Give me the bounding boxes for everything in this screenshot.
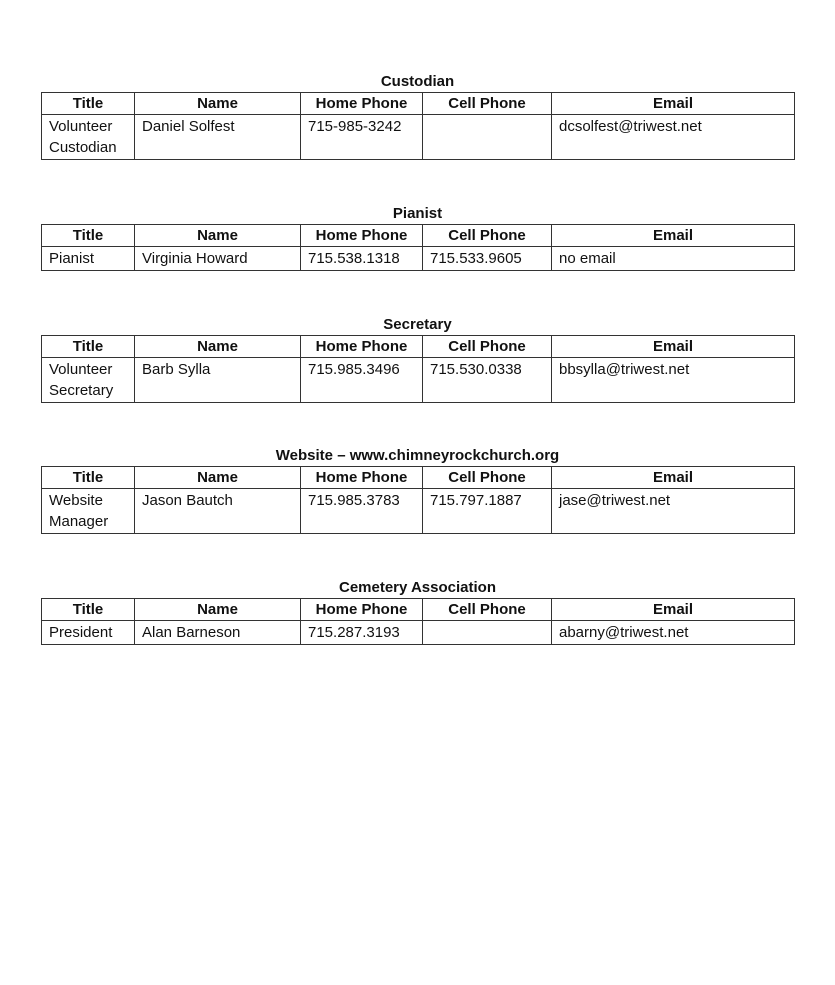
contact-table	[41, 335, 795, 403]
section-title: Website – www.chimneyrockchurch.org	[275, 447, 560, 464]
cell-title: President	[42, 621, 135, 645]
pianist-section	[41, 204, 794, 271]
table-header-row	[42, 225, 795, 247]
cell-home-phone: 715.538.1318	[301, 247, 423, 271]
cell-name: Barb Sylla	[135, 358, 301, 403]
header-name: Name	[135, 336, 301, 358]
header-title: Title	[42, 336, 135, 358]
website-section	[41, 446, 794, 534]
header-email: Email	[552, 467, 795, 489]
table-header-row	[42, 336, 795, 358]
cell-name: Alan Barneson	[135, 621, 301, 645]
table-row	[42, 358, 795, 403]
header-email: Email	[552, 599, 795, 621]
cell-cell-phone: 715.533.9605	[423, 247, 552, 271]
table-header-row	[42, 599, 795, 621]
cell-cell-phone	[423, 115, 552, 160]
section-title: Secretary	[383, 316, 452, 333]
secretary-section	[41, 315, 794, 403]
header-cell-phone: Cell Phone	[423, 599, 552, 621]
header-home-phone: Home Phone	[301, 599, 423, 621]
cell-cell-phone: 715.797.1887	[423, 489, 552, 534]
cell-home-phone: 715.985.3783	[301, 489, 423, 534]
table-header-row	[42, 467, 795, 489]
header-email: Email	[552, 336, 795, 358]
cell-email: dcsolfest@triwest.net	[552, 115, 795, 160]
section-title: Custodian	[380, 73, 455, 90]
table-row	[42, 115, 795, 160]
header-home-phone: Home Phone	[301, 336, 423, 358]
cell-cell-phone	[423, 621, 552, 645]
header-title: Title	[42, 93, 135, 115]
contact-table	[41, 92, 795, 160]
cell-home-phone: 715-985-3242	[301, 115, 423, 160]
header-cell-phone: Cell Phone	[423, 467, 552, 489]
section-title: Cemetery Association	[338, 579, 496, 596]
contact-table	[41, 598, 795, 645]
header-name: Name	[135, 599, 301, 621]
cemetery-association-section	[41, 578, 794, 645]
table-row	[42, 621, 795, 645]
cell-name: Daniel Solfest	[135, 115, 301, 160]
contact-table	[41, 224, 795, 271]
section-title: Pianist	[392, 205, 443, 222]
header-cell-phone: Cell Phone	[423, 225, 552, 247]
header-title: Title	[42, 225, 135, 247]
table-row	[42, 247, 795, 271]
header-home-phone: Home Phone	[301, 467, 423, 489]
cell-home-phone: 715.985.3496	[301, 358, 423, 403]
header-home-phone: Home Phone	[301, 93, 423, 115]
table-header-row	[42, 93, 795, 115]
table-row	[42, 489, 795, 534]
cell-email: no email	[552, 247, 795, 271]
cell-name: Virginia Howard	[135, 247, 301, 271]
header-name: Name	[135, 93, 301, 115]
header-title: Title	[42, 599, 135, 621]
cell-title: Volunteer Custodian	[42, 115, 135, 160]
cell-email: bbsylla@triwest.net	[552, 358, 795, 403]
contact-table	[41, 466, 795, 534]
header-cell-phone: Cell Phone	[423, 336, 552, 358]
cell-title: Volunteer Secretary	[42, 358, 135, 403]
cell-title: Pianist	[42, 247, 135, 271]
cell-home-phone: 715.287.3193	[301, 621, 423, 645]
header-cell-phone: Cell Phone	[423, 93, 552, 115]
header-email: Email	[552, 93, 795, 115]
cell-title: Website Manager	[42, 489, 135, 534]
header-title: Title	[42, 467, 135, 489]
cell-cell-phone: 715.530.0338	[423, 358, 552, 403]
cell-email: abarny@triwest.net	[552, 621, 795, 645]
header-email: Email	[552, 225, 795, 247]
header-name: Name	[135, 225, 301, 247]
cell-email: jase@triwest.net	[552, 489, 795, 534]
header-name: Name	[135, 467, 301, 489]
header-home-phone: Home Phone	[301, 225, 423, 247]
cell-name: Jason Bautch	[135, 489, 301, 534]
custodian-section	[41, 72, 794, 160]
